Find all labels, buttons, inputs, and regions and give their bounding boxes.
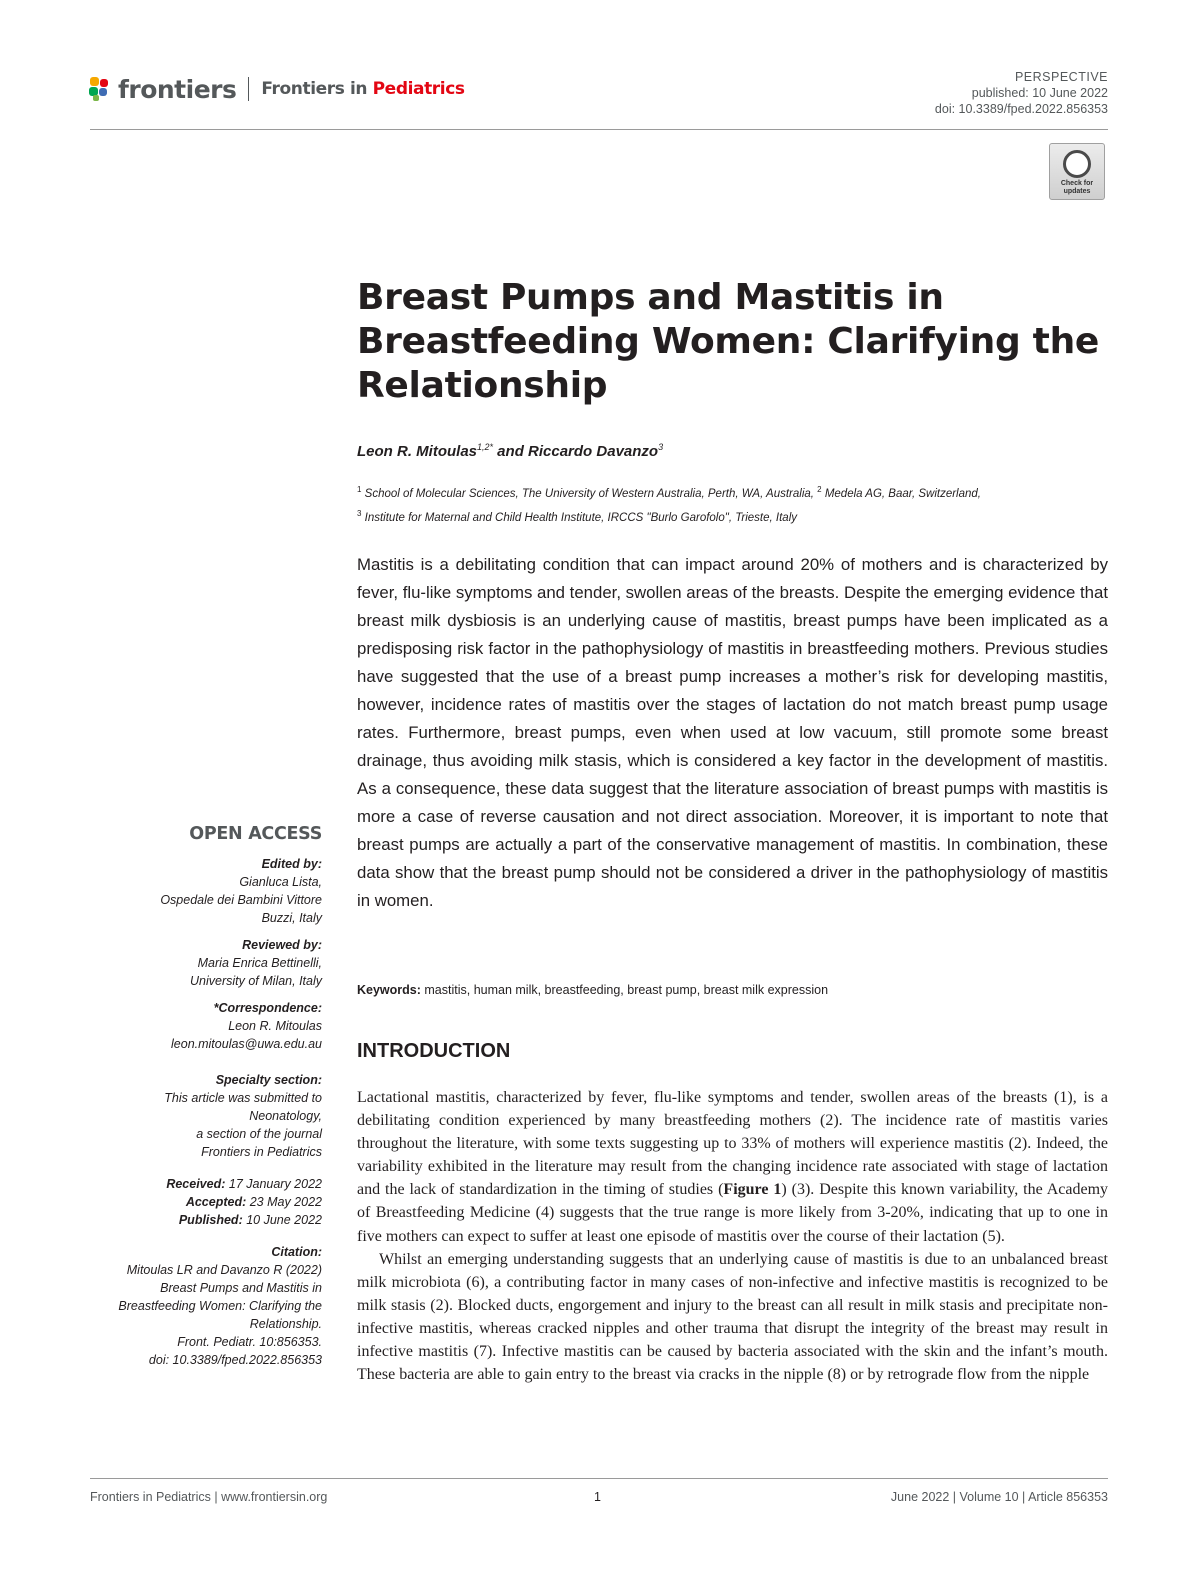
correspondence: *Correspondence: Leon R. Mitoulas leon.mitoulas@uwa.edu.au — [100, 999, 322, 1053]
check-for-updates-button[interactable] — [1049, 143, 1105, 200]
page-number: 1 — [594, 1490, 601, 1504]
introduction-body — [357, 1086, 1108, 1386]
section-heading-introduction: INTRODUCTION — [357, 1040, 511, 1062]
journal-name: Frontiers in Pediatrics — [261, 79, 465, 99]
dates: Received: 17 January 2022 Accepted: 23 May 2022 Published: 10 June 2022 — [166, 1177, 322, 1227]
article-sidebar — [100, 825, 322, 1378]
figure-link[interactable]: Figure 1 — [723, 1181, 782, 1199]
citation: Citation: Mitoulas LR and Davanzo R (2022) Breast Pumps and Mastitis in Breastfeeding Women: Clarifying the Relationship. Front. Pediatr. 10:856353. doi: 10.3389/fped.2022.856353 — [118, 1245, 322, 1367]
footer-rule — [90, 1478, 1108, 1479]
edited-by: Edited by: Gianluca Lista, Ospedale dei Bambini Vittore Buzzi, Italy — [160, 857, 322, 925]
doi: doi: 10.3389/fped.2022.856353 — [934, 102, 1108, 116]
article-type: PERSPECTIVE — [1014, 70, 1108, 84]
specialty-section: Specialty section: This article was submitted to Neonatology, a section of the journal Frontiers in Pediatrics — [164, 1073, 322, 1159]
affiliations: $^1$ School of Molecular Sciences, The University of Western Australia, Perth, WA, Australia, $^2$ Medela AG, Baar, Switzerland, $^3$ Institute for Maternal and Child Health Institute, IRCCS "Burlo Garofolo", Trieste, Italy — [357, 485, 981, 524]
reviewed-by: Reviewed by: Maria Enrica Bettinelli, University of Milan, Italy — [190, 938, 322, 988]
open-access-label: OPEN ACCESS — [189, 824, 322, 844]
paragraph: Whilst an emerging understanding suggests that an underlying cause of mastitis is due to an unbalanced breast milk microbiota (6), a contributing factor in many cases of non-infective and infective mastitis is recognized to be milk stasis (2). Blocked ducts, engorgement and injury to the breast can all result in milk stasis and precipitate non-infective mastitis, whereas cracked nipples and other trauma that disrupt the integrity of the breast may result in infective mastitis (7). Infective mastitis can be caused by bacteria associated with the skin and the infant’s mouth. These bacteria are able to gain entry to the breast via cracks in the nipple (8) or by retrograde flow from the nipple — [357, 1250, 1108, 1384]
brand-wordmark: frontiers — [118, 74, 237, 104]
check-updates-line1: Check for — [1060, 180, 1094, 187]
author-link[interactable]: Riccardo Davanzo — [528, 443, 659, 460]
email-link[interactable]: leon.mitoulas@uwa.edu.au — [171, 1037, 322, 1051]
article-meta — [935, 69, 1108, 117]
check-updates-icon — [1063, 150, 1091, 178]
footer-journal-link[interactable]: Frontiers in Pediatrics | www.frontiersin.org — [90, 1490, 328, 1504]
header-rule — [90, 129, 1108, 130]
author-link[interactable]: Leon R. Mitoulas — [357, 443, 477, 460]
frontiers-logo — [88, 72, 465, 106]
frontiers-logo-icon — [88, 76, 112, 102]
logo-divider — [248, 77, 249, 101]
author-list: Leon R. Mitoulas$^{1,2*}$ and Riccardo Davanzo$^3$ — [357, 442, 664, 460]
article-title: Breast Pumps and Mastitis in Breastfeeding Women: Clarifying the Relationship — [357, 277, 1100, 406]
paragraph: Lactational mastitis, characterized by fever, flu-like symptoms and tender, swollen areas of the breasts (1), is a debilitating condition experienced by many breastfeeding mothers (2). The incidence rate of mastitis varies throughout the literature, with some texts suggesting up to 33% of mothers will experience mastitis (2). Indeed, the variability exhibited in the literature may result from the changing incidence rate associated with stage of lactation and the lack of standardization in the timing of studies (Figure 1) (3). Despite this known variability, the Academy of Breastfeeding Medicine (4) suggests that the true range is more likely from 3-20%, indicating that up to one in five mothers can expect to suffer at least one episode of mastitis over the course of their lactation (5). — [357, 1089, 1109, 1245]
check-updates-line2: updates — [1063, 188, 1091, 195]
keywords: Keywords: mastitis, human milk, breastfeeding, breast pump, breast milk expression — [357, 983, 829, 997]
abstract: Mastitis is a debilitating condition that can impact around 20% of mothers and is characterized by fever, flu-like symptoms and tender, swollen areas of the breasts. Despite the emerging evidence that breast milk dysbiosis is an underlying cause of mastitis, breast pumps have been implicated as a predisposing risk factor in the pathophysiology of mastitis in breastfeeding mothers. Previous studies have suggested that the use of a breast pump increases a mother’s risk for developing mastitis, however, incidence rates of mastitis over the stages of lactation do not match breast pump usage rates. Furthermore, breast pumps, even when used at low vacuum, still promote some breast drainage, thus avoiding milk stasis, which is considered a key factor in the development of mastitis. As a consequence, these data suggest that the literature association of breast pumps with mastitis is more a case of reverse causation and not direct association. Moreover, it is important to note that breast pumps are actually a part of the conservative management of mastitis. In combination, these data show that the breast pump should not be considered a driver in the pathophysiology of mastitis in women. — [357, 555, 1108, 910]
published-date: published: 10 June 2022 — [971, 86, 1108, 100]
footer-issue: June 2022 | Volume 10 | Article 856353 — [890, 1490, 1108, 1504]
